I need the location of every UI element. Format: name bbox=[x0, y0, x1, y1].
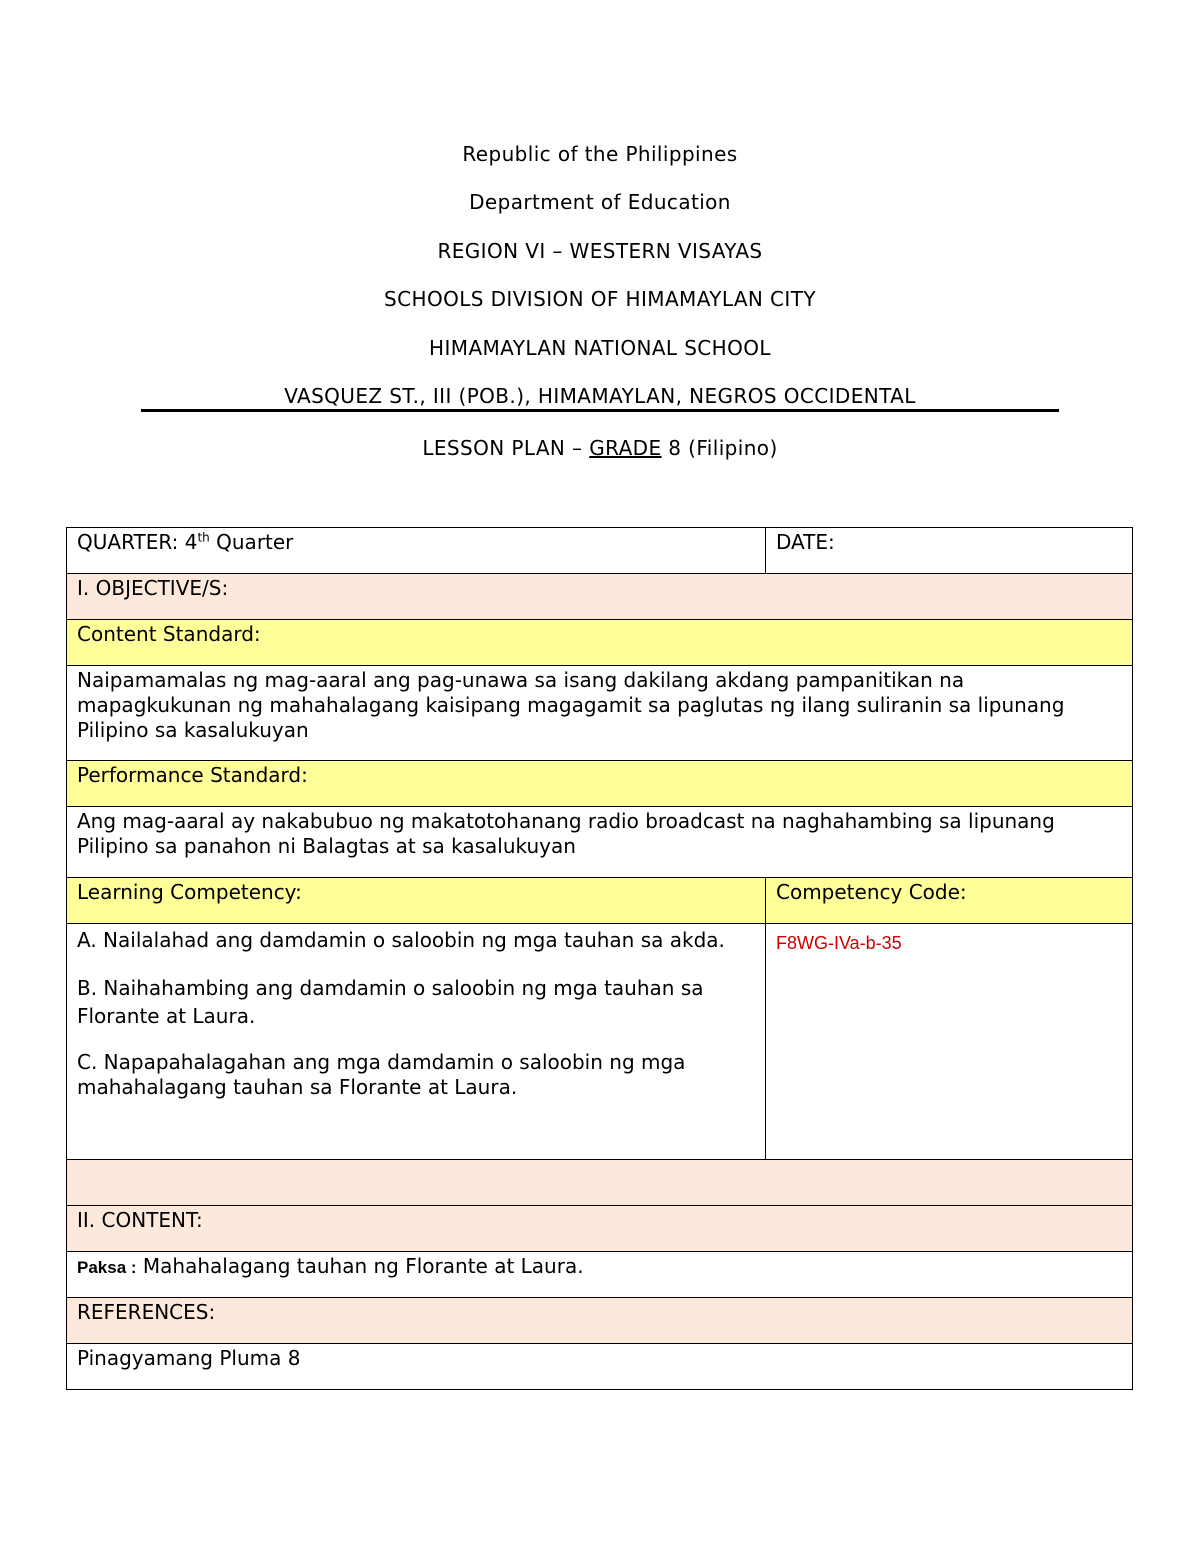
quarter-label: QUARTER: 4 bbox=[77, 530, 198, 554]
references-row bbox=[67, 1344, 1133, 1390]
content-standard-label: Content Standard: bbox=[67, 620, 1133, 666]
competency-code-label: Competency Code: bbox=[766, 878, 1133, 924]
header-republic: Republic of the Philippines bbox=[462, 142, 738, 166]
header-divider bbox=[141, 409, 1059, 412]
objectives-row bbox=[67, 574, 1133, 620]
performance-standard-label: Performance Standard: bbox=[67, 761, 1133, 807]
content-standard-row bbox=[67, 666, 1133, 761]
competency-row bbox=[67, 924, 1133, 1160]
blank-row bbox=[67, 1160, 1133, 1206]
references-text: Pinagyamang Pluma 8 bbox=[67, 1344, 1133, 1390]
document-header bbox=[0, 141, 1200, 431]
competency-code-cell bbox=[766, 924, 1133, 1160]
header-school: HIMAMAYLAN NATIONAL SCHOOL bbox=[429, 335, 771, 360]
competency-label-row bbox=[67, 878, 1133, 924]
competency-a: A. Nailalahad ang damdamin o saloobin ng mga tauhan sa akda. bbox=[77, 928, 725, 952]
competency-b: B. Naihahambing ang damdamin o saloobin ng mga tauhan sa Florante at Laura. bbox=[77, 976, 704, 1028]
paksa-cell bbox=[67, 1252, 1133, 1298]
references-heading-row bbox=[67, 1298, 1133, 1344]
learning-competency-label: Learning Competency: bbox=[67, 878, 766, 924]
content-heading: II. CONTENT: bbox=[67, 1206, 1133, 1252]
quarter-cell bbox=[67, 528, 766, 574]
header-region: REGION VI – WESTERN VISAYAS bbox=[437, 238, 763, 263]
header-address: VASQUEZ ST., III (POB.), HIMAMAYLAN, NEGROS OCCIDENTAL bbox=[284, 383, 916, 408]
header-department: Department of Education bbox=[469, 190, 731, 215]
paksa-label: Paksa : bbox=[77, 1258, 137, 1277]
objectives-heading: I. OBJECTIVE/S: bbox=[67, 574, 1133, 620]
quarter-row bbox=[67, 528, 1133, 574]
paksa-row bbox=[67, 1252, 1133, 1298]
performance-standard-label-row bbox=[67, 761, 1133, 807]
content-row bbox=[67, 1206, 1133, 1252]
quarter-sup: th bbox=[197, 530, 210, 545]
title-suffix: 8 (Filipino) bbox=[661, 436, 778, 460]
date-cell: DATE: bbox=[766, 528, 1133, 574]
lesson-plan-table bbox=[66, 527, 1133, 1390]
header-division: SCHOOLS DIVISION OF HIMAMAYLAN CITY bbox=[384, 287, 816, 312]
competency-code: F8WG-IVa-b-35 bbox=[776, 933, 902, 953]
content-standard-text: Naipamamalas ng mag-aaral ang pag-unawa sa isang dakilang akdang pampanitikan na mapagkukunan ng mahahalagang kaisipang magagamit sa paglutas ng ilang suliranin sa lipunang Pilipino sa kasalukuyan bbox=[67, 666, 1133, 761]
blank-cell bbox=[67, 1160, 1133, 1206]
references-heading: REFERENCES: bbox=[67, 1298, 1133, 1344]
quarter-value: Quarter bbox=[209, 530, 294, 554]
performance-standard-row bbox=[67, 807, 1133, 878]
title-prefix: LESSON PLAN – bbox=[422, 436, 590, 460]
competency-c: C. Napapahalagahan ang mga damdamin o saloobin ng mga mahahalagang tauhan sa Florante at Laura. bbox=[77, 1050, 686, 1099]
lesson-plan-title bbox=[0, 436, 1200, 460]
paksa-text: Mahahalagang tauhan ng Florante at Laura. bbox=[136, 1254, 584, 1278]
performance-standard-text: Ang mag-aaral ay nakabubuo ng makatotohanang radio broadcast na naghahambing sa lipunang Pilipino sa panahon ni Balagtas at sa kasalukuyan bbox=[67, 807, 1133, 878]
content-standard-label-row bbox=[67, 620, 1133, 666]
competency-list bbox=[67, 924, 766, 1160]
title-grade: GRADE bbox=[589, 436, 662, 460]
